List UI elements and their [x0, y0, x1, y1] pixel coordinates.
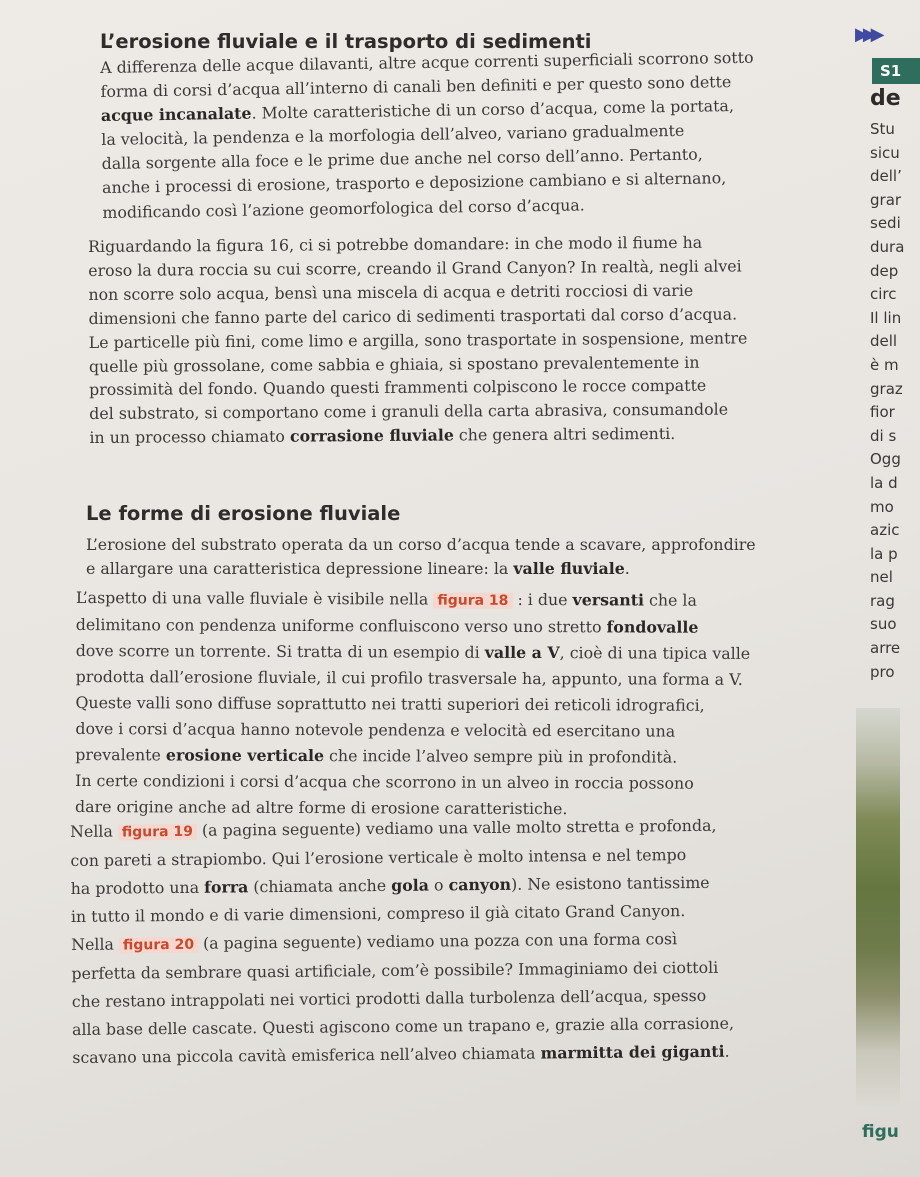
text-line [76, 612, 751, 641]
subsection-title: Le forme di erosione fluviale [86, 502, 401, 525]
text-run: prevalente [75, 744, 166, 765]
text-run: . Molte caratteristiche di un corso d’acqua, come la portata, [251, 96, 735, 123]
side-text-line: circ [870, 285, 897, 304]
text-line [75, 716, 750, 745]
text-line [72, 1038, 734, 1072]
bold-term: acque incanalate [100, 103, 252, 126]
text-run: L’aspetto di una valle fluviale è visibile nella [75, 588, 434, 609]
text-run: del substrato, si comportano come i granuli della carta abrasiva, consumandole [89, 399, 729, 424]
text-run: ). Ne esistono tantissime [511, 872, 710, 894]
bold-term: canyon [448, 874, 512, 895]
side-column-text [870, 118, 910, 684]
side-text-line: dell’ [870, 167, 902, 186]
text-run: ha prodotto una [70, 877, 205, 898]
text-run: perfetta da sembrare quasi artificiale, com’è possibile? Immaginiamo dei ciottoli [71, 957, 719, 983]
side-text-line: dura [870, 237, 905, 256]
paragraph-4 [75, 585, 750, 823]
text-run: dare origine anche ad altre forme di erosione caratteristiche. [74, 796, 568, 819]
text-run: prodotta dall’erosione fluviale, il cui profilo trasversale ha, appunto, una forma a V. [75, 666, 743, 689]
text-run: o [428, 875, 449, 895]
text-run: modificando così l’azione geomorfologica del corso d’acqua. [102, 194, 585, 222]
text-run: anche i processi di erosione, trasporto e deposizione cambiano e si alternano, [101, 168, 727, 198]
text-run: : i due [512, 589, 573, 610]
text-run: eroso la dura roccia su cui scorre, creando il Grand Canyon? In realtà, negli alvei [88, 256, 742, 280]
figure-reference[interactable]: figura 20 [119, 937, 198, 954]
side-text-line: graz [870, 379, 903, 398]
bold-term: gola [391, 875, 430, 895]
text-run: forma di corsi d’acqua all’interno di canali ben definiti e per questo sono dette [100, 72, 732, 102]
side-text-line: fior [870, 403, 895, 422]
text-run: la velocità, la pendenza e la morfologia dell’alveo, variano gradualmente [101, 121, 685, 150]
side-text-line: rag [870, 591, 895, 610]
text-run: prossimità del fondo. Quando questi frammenti colpiscono le rocce compatte [89, 376, 707, 400]
bold-term: forra [204, 877, 249, 897]
text-line [76, 664, 751, 693]
text-run: (a pagina seguente) vediamo una valle molto stretta e profonda, [196, 815, 717, 840]
text-run: che restano intrappolati nei vortici prodotti dalla turbolenza dell’acqua, spesso [71, 985, 707, 1011]
side-text-line: è m [870, 355, 899, 374]
paragraph-5 [70, 812, 734, 1072]
text-line [76, 638, 751, 667]
bold-term: valle fluviale [513, 559, 625, 579]
text-run: (a pagina seguente) vediamo una pozza con una forma così [197, 929, 678, 953]
text-run: che incide l’alveo sempre più in profondità. [324, 746, 678, 767]
text-line [75, 742, 750, 771]
text-run: con pareti a strapiombo. Qui l’erosione verticale è molto intensa e nel tempo [70, 845, 687, 870]
text-run: dove scorre un torrente. Si tratta di un esempio di [75, 640, 485, 662]
side-text-line: mo [870, 497, 894, 516]
text-run: alla base delle cascate. Questi agiscono come un trapano e, grazie alla corrasione, [71, 1013, 735, 1039]
text-line [89, 422, 748, 451]
text-run: Le particelle più fini, come limo e argilla, sono trasportate in sospensione, mentre [88, 328, 748, 352]
side-text-line: Il lin [870, 308, 902, 327]
text-run: L’erosione del substrato operata da un corso d’acqua tende a scavare, approfondire [86, 535, 756, 554]
figure-reference[interactable]: figura 19 [118, 824, 197, 841]
side-text-line: dell [870, 332, 898, 351]
side-text-line: dep [870, 261, 899, 280]
text-run: Nella [70, 821, 118, 841]
text-run: dove i corsi d’acqua hanno notevole pendenza e velocità ed esercitano una [75, 718, 676, 741]
photo-caption: figu [862, 1122, 899, 1142]
bold-term: versanti [572, 590, 645, 610]
text-run: (chiamata anche [248, 875, 392, 897]
side-section-badge: S1 [872, 58, 920, 84]
bold-term: fondovalle [606, 617, 699, 637]
paragraph-3 [86, 533, 756, 582]
bold-term: corrasione fluviale [289, 425, 454, 446]
side-text-line: pro [870, 662, 895, 681]
text-line [75, 690, 750, 719]
text-run: Queste valli sono diffuse soprattutto nei tratti superiori dei reticoli idrografici, [75, 692, 705, 715]
text-run: Riguardando la figura 16, ci si potrebbe domandare: in che modo il fiume ha [88, 232, 703, 256]
text-run: che la [643, 590, 697, 610]
side-text-line: di s [870, 426, 897, 445]
text-run: che genera altri sedimenti. [453, 424, 676, 445]
text-line [86, 557, 756, 581]
side-text-line: grar [870, 190, 902, 209]
canyon-photo [856, 708, 900, 1108]
side-text-line: sedi [870, 214, 901, 233]
text-run: delimitano con pendenza uniforme confluiscono verso uno stretto [75, 614, 607, 637]
text-run: , cioè di una tipica valle [559, 643, 751, 663]
text-run: scavano una piccola cavità emisferica nell’alveo chiamata [72, 1043, 541, 1067]
text-run: in un processo chiamato [89, 426, 290, 448]
text-run: non scorre solo acqua, bensì una miscela di acqua e detriti rocciosi di varie [88, 280, 694, 304]
text-run: In certe condizioni i corsi d’acqua che scorrono in un alveo in roccia possono [75, 770, 694, 793]
text-run: A differenza delle acque dilavanti, altre acque correnti superficiali scorrono sotto [100, 47, 754, 77]
paragraph-2 [88, 230, 748, 450]
text-run: . [724, 1041, 730, 1061]
text-run: . [624, 559, 630, 579]
text-line [76, 585, 751, 615]
text-run: Nella [71, 934, 120, 954]
side-text-line: Ogg [870, 450, 901, 469]
side-text-line: la p [870, 544, 898, 563]
next-arrows-icon: ▶▶▶ [855, 24, 879, 45]
bold-term: erosione verticale [165, 745, 325, 766]
section-title: L’erosione fluviale e il trasporto di sedimenti [100, 30, 592, 53]
figure-reference[interactable]: figura 18 [433, 593, 512, 609]
text-line [86, 533, 756, 557]
side-text-line: nel [870, 568, 893, 587]
text-run: e allargare una caratteristica depressione lineare: la [86, 559, 514, 579]
side-text-line: Stu [870, 120, 895, 138]
text-run: dimensioni che fanno parte del carico di sedimenti trasportati dal corso d’acqua. [88, 304, 738, 328]
text-run: in tutto il mondo e di varie dimensioni, compreso il già citato Grand Canyon. [70, 901, 686, 926]
side-text-line: azic [870, 521, 900, 540]
text-run: quelle più grossolane, come sabbia e ghiaia, si spostano prevalentemente in [88, 352, 700, 376]
text-run: dalla sorgente alla foce e le prime due anche nel corso dell’anno. Pertanto, [101, 144, 703, 174]
side-text-line: arre [870, 639, 901, 658]
paragraph-1 [100, 46, 756, 225]
bold-term: marmitta dei giganti [540, 1041, 725, 1063]
bold-term: valle a V [484, 642, 560, 663]
side-text-line: la d [870, 473, 898, 492]
side-section-title: de [870, 86, 901, 111]
text-line [75, 768, 750, 797]
side-text-line: suo [870, 615, 897, 634]
side-text-line: sicu [870, 143, 900, 162]
